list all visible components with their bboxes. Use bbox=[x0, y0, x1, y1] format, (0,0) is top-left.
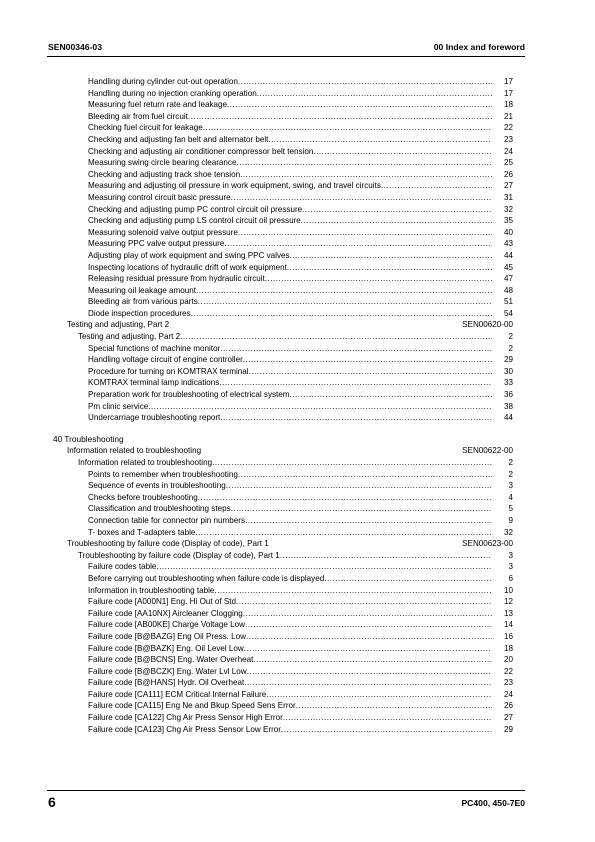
toc-entry bbox=[0, 331, 595, 343]
dot-leader bbox=[203, 122, 492, 134]
toc-entry-title bbox=[88, 250, 492, 262]
dot-leader bbox=[296, 700, 492, 712]
dot-leader bbox=[220, 412, 492, 424]
toc-page-number: 47 bbox=[503, 274, 513, 284]
toc-entry-title bbox=[88, 619, 492, 631]
toc-entry-text: Preparation work for troubleshooting of electrical system bbox=[88, 390, 290, 400]
toc-entry-title bbox=[88, 366, 492, 378]
toc-entry-title bbox=[88, 76, 492, 88]
toc-entry bbox=[0, 492, 595, 504]
toc-entry-title bbox=[88, 608, 492, 620]
toc-entry-text: Pm clinic service bbox=[88, 401, 149, 411]
dot-leader bbox=[238, 76, 492, 88]
dot-leader bbox=[238, 469, 492, 481]
toc-entry-title bbox=[88, 724, 492, 736]
toc-entry-text: Information related to troubleshooting bbox=[78, 458, 213, 467]
toc-page-number: 18 bbox=[503, 100, 513, 110]
section-title: 00 Index and foreword bbox=[433, 42, 525, 52]
toc-entry-title bbox=[88, 389, 492, 401]
toc-entry bbox=[0, 146, 595, 158]
toc-entry-text: Checking and adjusting pump LS control circuit oil pressure bbox=[88, 216, 301, 226]
toc-entry-text: Bleeding air from fuel circuit bbox=[88, 111, 188, 121]
toc-entry-title bbox=[88, 666, 492, 678]
toc-entry-title bbox=[88, 401, 492, 413]
toc-entry-text: Procedure for turning on KOMTRAX terminal bbox=[88, 366, 249, 376]
dot-leader bbox=[220, 343, 492, 355]
toc-entry bbox=[0, 550, 595, 562]
toc-entry bbox=[0, 250, 595, 262]
toc-entry-title bbox=[88, 480, 492, 492]
toc-page-number: 32 bbox=[503, 204, 513, 214]
toc-entry-text: Failure code [B@BAZG] Eng Oil Press. Low bbox=[88, 631, 247, 641]
toc-entry-text: Handling during no injection cranking operation bbox=[88, 88, 257, 98]
toc-page-number: 3 bbox=[508, 550, 513, 560]
section-title: Troubleshooting by failure code (Display of code), Part 1 bbox=[67, 539, 269, 549]
toc-entry-title bbox=[88, 596, 492, 608]
toc-page-number: 2 bbox=[508, 332, 513, 342]
toc-entry bbox=[0, 689, 595, 701]
dot-leader bbox=[265, 273, 492, 285]
toc-entry-text: Measuring solenoid valve output pressure bbox=[88, 227, 238, 237]
toc-entry-title bbox=[88, 561, 492, 573]
dot-leader bbox=[245, 515, 492, 527]
toc-page-number: 24 bbox=[503, 146, 513, 156]
toc-entry bbox=[0, 666, 595, 678]
toc-entry bbox=[0, 180, 595, 192]
toc-entry-text: KOMTRAX terminal lamp indications bbox=[88, 378, 220, 388]
toc-entry bbox=[0, 262, 595, 274]
model-name: PC400, 450-7E0 bbox=[461, 798, 525, 808]
toc-page-number: 33 bbox=[503, 378, 513, 388]
dot-leader bbox=[148, 401, 492, 413]
toc-entry-title bbox=[88, 643, 492, 655]
toc-entry-text: Measuring oil leakage amount bbox=[88, 285, 196, 295]
section-document-code: SEN00622-00 bbox=[462, 446, 513, 456]
toc-page-number: 5 bbox=[508, 504, 513, 514]
toc-entry-title bbox=[88, 88, 492, 100]
toc-page-number: 16 bbox=[503, 631, 513, 641]
toc-section bbox=[0, 319, 595, 331]
toc-entry-title bbox=[88, 515, 492, 527]
toc-entry bbox=[0, 561, 595, 573]
toc-page-number: 12 bbox=[503, 597, 513, 607]
toc-entry-text: Failure code [CA111] ECM Critical Internal Failure bbox=[88, 689, 267, 699]
toc-page-number: 45 bbox=[503, 262, 513, 272]
toc-entry-title bbox=[88, 689, 492, 701]
toc-entry bbox=[0, 515, 595, 527]
toc-entry-text: Failure code [B@BCNS] Eng. Water Overheat bbox=[88, 655, 254, 665]
toc-entry-title bbox=[88, 169, 492, 181]
dot-leader bbox=[281, 724, 492, 736]
dot-leader bbox=[156, 561, 492, 573]
toc-page-number: 27 bbox=[503, 181, 513, 191]
toc-entry-text: Classification and troubleshooting steps bbox=[88, 504, 231, 514]
dot-leader bbox=[227, 99, 492, 111]
toc-entry-text: Failure code [AB00KE] Charge Voltage Low bbox=[88, 620, 246, 630]
toc-entry-title bbox=[88, 631, 492, 643]
toc-entry-title bbox=[88, 111, 492, 123]
toc-page-number: 29 bbox=[503, 355, 513, 365]
toc-page-number: 44 bbox=[503, 413, 513, 423]
toc-page-number: 17 bbox=[503, 77, 513, 86]
toc-page-number: 2 bbox=[508, 469, 513, 479]
dot-leader bbox=[198, 296, 492, 308]
toc-entry bbox=[0, 389, 595, 401]
toc-page-number: 3 bbox=[508, 562, 513, 572]
toc-page-number: 48 bbox=[503, 285, 513, 295]
document-code: SEN00346-03 bbox=[48, 42, 102, 52]
toc-entry-title bbox=[88, 503, 492, 515]
toc-page-number: 35 bbox=[503, 216, 513, 226]
toc-entry-title bbox=[88, 273, 492, 285]
toc-entry-title bbox=[88, 677, 492, 689]
toc-entry bbox=[0, 134, 595, 146]
toc-entry-text: Sequence of events in troubleshooting bbox=[88, 481, 226, 491]
dot-leader bbox=[246, 631, 492, 643]
dot-leader bbox=[240, 169, 492, 181]
toc-page-number: 40 bbox=[503, 227, 513, 237]
toc-entry bbox=[0, 654, 595, 666]
toc-entry bbox=[0, 643, 595, 655]
toc-page-number: 25 bbox=[503, 158, 513, 168]
chapter-title: 40 Troubleshooting bbox=[53, 433, 124, 444]
toc-page-number: 22 bbox=[503, 666, 513, 676]
toc-entry-text: Measuring control circuit basic pressure bbox=[88, 192, 231, 202]
dot-leader bbox=[231, 503, 492, 515]
dot-leader bbox=[283, 712, 492, 724]
toc-entry-title bbox=[88, 238, 492, 250]
toc-page-number: 23 bbox=[503, 678, 513, 688]
toc-section bbox=[0, 445, 595, 457]
toc-page-number: 44 bbox=[503, 250, 513, 260]
toc-entry-text: Failure code [B@BAZK] Eng. Oil Level Low bbox=[88, 643, 244, 653]
toc-entry bbox=[0, 503, 595, 515]
toc-page-number: 24 bbox=[503, 689, 513, 699]
toc-entry bbox=[0, 366, 595, 378]
dot-leader bbox=[224, 238, 492, 250]
dot-leader bbox=[257, 88, 492, 100]
toc-entry bbox=[0, 469, 595, 481]
dot-leader bbox=[266, 689, 492, 701]
toc-entry-title bbox=[78, 331, 492, 343]
dot-leader bbox=[196, 285, 492, 297]
toc-entry-text: T- boxes and T-adapters table bbox=[88, 527, 196, 537]
toc-page-number: 31 bbox=[503, 192, 513, 202]
toc-entry-title bbox=[78, 550, 492, 562]
toc-entry-text: Handling voltage circuit of engine controller bbox=[88, 355, 243, 365]
table-of-contents bbox=[0, 76, 595, 735]
toc-entry bbox=[0, 619, 595, 631]
toc-entry-title bbox=[88, 204, 492, 216]
dot-leader bbox=[280, 550, 492, 562]
toc-entry-text: Inspecting locations of hydraulic drift of work equipment bbox=[88, 262, 287, 272]
toc-page-number: 54 bbox=[503, 308, 513, 318]
toc-entry bbox=[0, 608, 595, 620]
toc-entry-title bbox=[88, 354, 492, 366]
toc-page-number: 2 bbox=[508, 343, 513, 353]
toc-entry-title bbox=[88, 469, 492, 481]
dot-leader bbox=[247, 666, 492, 678]
toc-entry-title bbox=[88, 134, 492, 146]
toc-entry-text: Failure code [CA123] Chg Air Press Sensor Low Error bbox=[88, 724, 281, 734]
dot-leader bbox=[180, 331, 492, 343]
toc-entry-title bbox=[88, 122, 492, 134]
toc-entry-text: Adjusting play of work equipment and swing PPC valves bbox=[88, 250, 290, 260]
toc-entry-title bbox=[88, 192, 492, 204]
toc-chapter bbox=[0, 434, 595, 446]
page-number: 6 bbox=[48, 794, 56, 810]
toc-entry bbox=[0, 99, 595, 111]
toc-entry-text: Testing and adjusting, Part 2 bbox=[78, 332, 181, 342]
toc-page-number: 38 bbox=[503, 401, 513, 411]
toc-page-number: 2 bbox=[508, 458, 513, 467]
toc-entry-text: Failure codes table bbox=[88, 562, 157, 572]
dot-leader bbox=[290, 389, 492, 401]
toc-entry-title bbox=[88, 215, 492, 227]
toc-page-number: 17 bbox=[503, 88, 513, 98]
toc-entry-title bbox=[88, 157, 492, 169]
toc-entry-title bbox=[88, 308, 492, 320]
section-document-code: SEN00620-00 bbox=[462, 320, 513, 330]
toc-entry-text: Measuring swing circle bearing clearance bbox=[88, 158, 237, 168]
toc-entry-text: Measuring and adjusting oil pressure in work equipment, swing, and travel circuits bbox=[88, 181, 381, 191]
section-document-code: SEN00623-00 bbox=[462, 539, 513, 549]
toc-entry bbox=[0, 631, 595, 643]
dot-leader bbox=[236, 596, 492, 608]
toc-entry bbox=[0, 238, 595, 250]
toc-page-number: 23 bbox=[503, 134, 513, 144]
footer-divider bbox=[47, 790, 525, 791]
dot-leader bbox=[226, 480, 492, 492]
toc-entry bbox=[0, 457, 595, 469]
toc-entry bbox=[0, 88, 595, 100]
toc-entry bbox=[0, 169, 595, 181]
toc-page-number: 14 bbox=[503, 620, 513, 630]
toc-entry-text: Measuring PPC valve output pressure bbox=[88, 239, 225, 249]
toc-entry bbox=[0, 308, 595, 320]
toc-page-number: 27 bbox=[503, 713, 513, 723]
toc-entry bbox=[0, 480, 595, 492]
toc-page-number: 36 bbox=[503, 390, 513, 400]
toc-page-number: 29 bbox=[503, 724, 513, 734]
toc-entry-text: Connection table for connector pin numbers bbox=[88, 515, 246, 525]
toc-entry-title bbox=[88, 712, 492, 724]
toc-entry bbox=[0, 204, 595, 216]
toc-entry-text: Failure code [B@HANS] Hydr. Oil Overheat bbox=[88, 678, 245, 688]
dot-leader bbox=[188, 111, 492, 123]
toc-entry-title bbox=[88, 285, 492, 297]
toc-page-number: 21 bbox=[503, 111, 513, 121]
section-title: Testing and adjusting, Part 2 bbox=[67, 320, 170, 330]
toc-entry-text: Failure code [CA122] Chg Air Press Sensor High Error bbox=[88, 713, 283, 723]
dot-leader bbox=[231, 192, 492, 204]
toc-entry-title bbox=[88, 585, 492, 597]
toc-entry-title bbox=[88, 146, 492, 158]
toc-entry bbox=[0, 354, 595, 366]
dot-leader bbox=[198, 492, 492, 504]
dot-leader bbox=[290, 250, 492, 262]
toc-entry-text: Diode inspection procedures bbox=[88, 308, 191, 318]
dot-leader bbox=[245, 619, 492, 631]
toc-page-number: 43 bbox=[503, 239, 513, 249]
toc-entry bbox=[0, 377, 595, 389]
toc-entry-title bbox=[78, 457, 492, 469]
dot-leader bbox=[287, 262, 492, 274]
toc-entry-text: Failure code [AA10NX] Aircleaner Clogging bbox=[88, 608, 243, 618]
dot-leader bbox=[381, 180, 492, 192]
toc-entry-title bbox=[88, 343, 492, 355]
toc-entry bbox=[0, 122, 595, 134]
toc-entry-text: Undercarriage troubleshooting report bbox=[88, 413, 221, 423]
toc-page-number: 13 bbox=[503, 608, 513, 618]
toc-page-number: 51 bbox=[503, 297, 513, 307]
toc-page-number: 9 bbox=[508, 515, 513, 525]
toc-entry bbox=[0, 343, 595, 355]
toc-entry-text: Bleeding air from various parts bbox=[88, 297, 198, 307]
toc-entry-text: Measuring fuel return rate and leakage bbox=[88, 100, 228, 110]
toc-entry-text: Failure code [B@BCZK] Eng. Water Lvl Low bbox=[88, 666, 247, 676]
toc-entry-text: Before carrying out troubleshooting when failure code is displayed bbox=[88, 573, 325, 583]
toc-entry-text: Special functions of machine monitor bbox=[88, 343, 221, 353]
toc-entry-title bbox=[88, 654, 492, 666]
toc-page-number: 20 bbox=[503, 655, 513, 665]
toc-entry-title bbox=[88, 99, 492, 111]
toc-entry bbox=[0, 273, 595, 285]
toc-entry-text: Checking and adjusting air conditioner compressor belt tension bbox=[88, 146, 314, 156]
dot-leader bbox=[238, 227, 492, 239]
toc-entry bbox=[0, 412, 595, 424]
toc-page-number: 18 bbox=[503, 643, 513, 653]
toc-entry-text: Troubleshooting by failure code (Display of code), Part 1 bbox=[78, 550, 280, 560]
toc-entry bbox=[0, 677, 595, 689]
toc-entry bbox=[0, 700, 595, 712]
dot-leader bbox=[243, 608, 492, 620]
toc-entry-text: Checking and adjusting fan belt and alternator belt bbox=[88, 134, 269, 144]
dot-leader bbox=[253, 654, 492, 666]
toc-entry-title bbox=[88, 527, 492, 539]
toc-page-number: 10 bbox=[503, 585, 513, 595]
toc-entry-title bbox=[88, 180, 492, 192]
toc-entry-text: Information in troubleshooting table bbox=[88, 585, 215, 595]
toc-entry-title bbox=[88, 227, 492, 239]
toc-page-number: 6 bbox=[508, 573, 513, 583]
dot-leader bbox=[236, 157, 492, 169]
dot-leader bbox=[324, 573, 492, 585]
toc-entry bbox=[0, 527, 595, 539]
dot-leader bbox=[244, 643, 492, 655]
toc-entry-text: Checking fuel circuit for leakage bbox=[88, 123, 203, 133]
toc-entry bbox=[0, 296, 595, 308]
toc-entry bbox=[0, 111, 595, 123]
toc-entry bbox=[0, 227, 595, 239]
toc-page-number: 26 bbox=[503, 169, 513, 179]
dot-leader bbox=[249, 366, 492, 378]
dot-leader bbox=[191, 308, 492, 320]
toc-entry-text: Checking and adjusting track shoe tension bbox=[88, 169, 241, 179]
dot-leader bbox=[243, 354, 492, 366]
toc-entry bbox=[0, 585, 595, 597]
toc-page-number: 22 bbox=[503, 123, 513, 133]
toc-entry bbox=[0, 724, 595, 736]
dot-leader bbox=[214, 585, 492, 597]
dot-leader bbox=[301, 215, 492, 227]
dot-leader bbox=[244, 677, 492, 689]
toc-entry-text: Handling during cylinder cut-out operation bbox=[88, 77, 238, 86]
toc-entry bbox=[0, 76, 595, 88]
toc-section bbox=[0, 538, 595, 550]
toc-entry-text: Releasing residual pressure from hydraulic circuit bbox=[88, 274, 265, 284]
dot-leader bbox=[219, 377, 492, 389]
toc-entry-text: Checks before troubleshooting bbox=[88, 492, 198, 502]
dot-leader bbox=[195, 527, 492, 539]
toc-entry-text: Points to remember when troubleshooting bbox=[88, 469, 238, 479]
toc-page-number: 30 bbox=[503, 366, 513, 376]
toc-entry-title bbox=[88, 296, 492, 308]
toc-entry bbox=[0, 215, 595, 227]
toc-entry bbox=[0, 596, 595, 608]
toc-entry-title bbox=[88, 492, 492, 504]
toc-page-number: 32 bbox=[503, 527, 513, 537]
toc-entry bbox=[0, 712, 595, 724]
toc-entry bbox=[0, 401, 595, 413]
toc-entry bbox=[0, 157, 595, 169]
toc-entry bbox=[0, 192, 595, 204]
toc-entry-title bbox=[88, 377, 492, 389]
toc-entry-title bbox=[88, 262, 492, 274]
toc-entry-title bbox=[88, 700, 492, 712]
toc-entry-title bbox=[88, 412, 492, 424]
toc-page-number: 4 bbox=[508, 492, 513, 502]
toc-page-number: 3 bbox=[508, 481, 513, 491]
toc-entry-text: Checking and adjusting pump PC control circuit oil pressure bbox=[88, 204, 303, 214]
toc-entry bbox=[0, 573, 595, 585]
toc-page-number: 26 bbox=[503, 701, 513, 711]
toc-entry bbox=[0, 285, 595, 297]
dot-leader bbox=[212, 457, 492, 469]
header-divider bbox=[47, 56, 525, 57]
toc-entry-text: Failure code [CA115] Eng Ne and Bkup Speed Sens Error bbox=[88, 701, 296, 711]
dot-leader bbox=[268, 134, 492, 146]
section-title: Information related to troubleshooting bbox=[67, 446, 202, 456]
dot-leader bbox=[313, 146, 492, 158]
dot-leader bbox=[302, 204, 492, 216]
toc-entry-text: Failure code [A000N1] Eng. Hi Out of Std bbox=[88, 597, 237, 607]
toc-entry-title bbox=[88, 573, 492, 585]
